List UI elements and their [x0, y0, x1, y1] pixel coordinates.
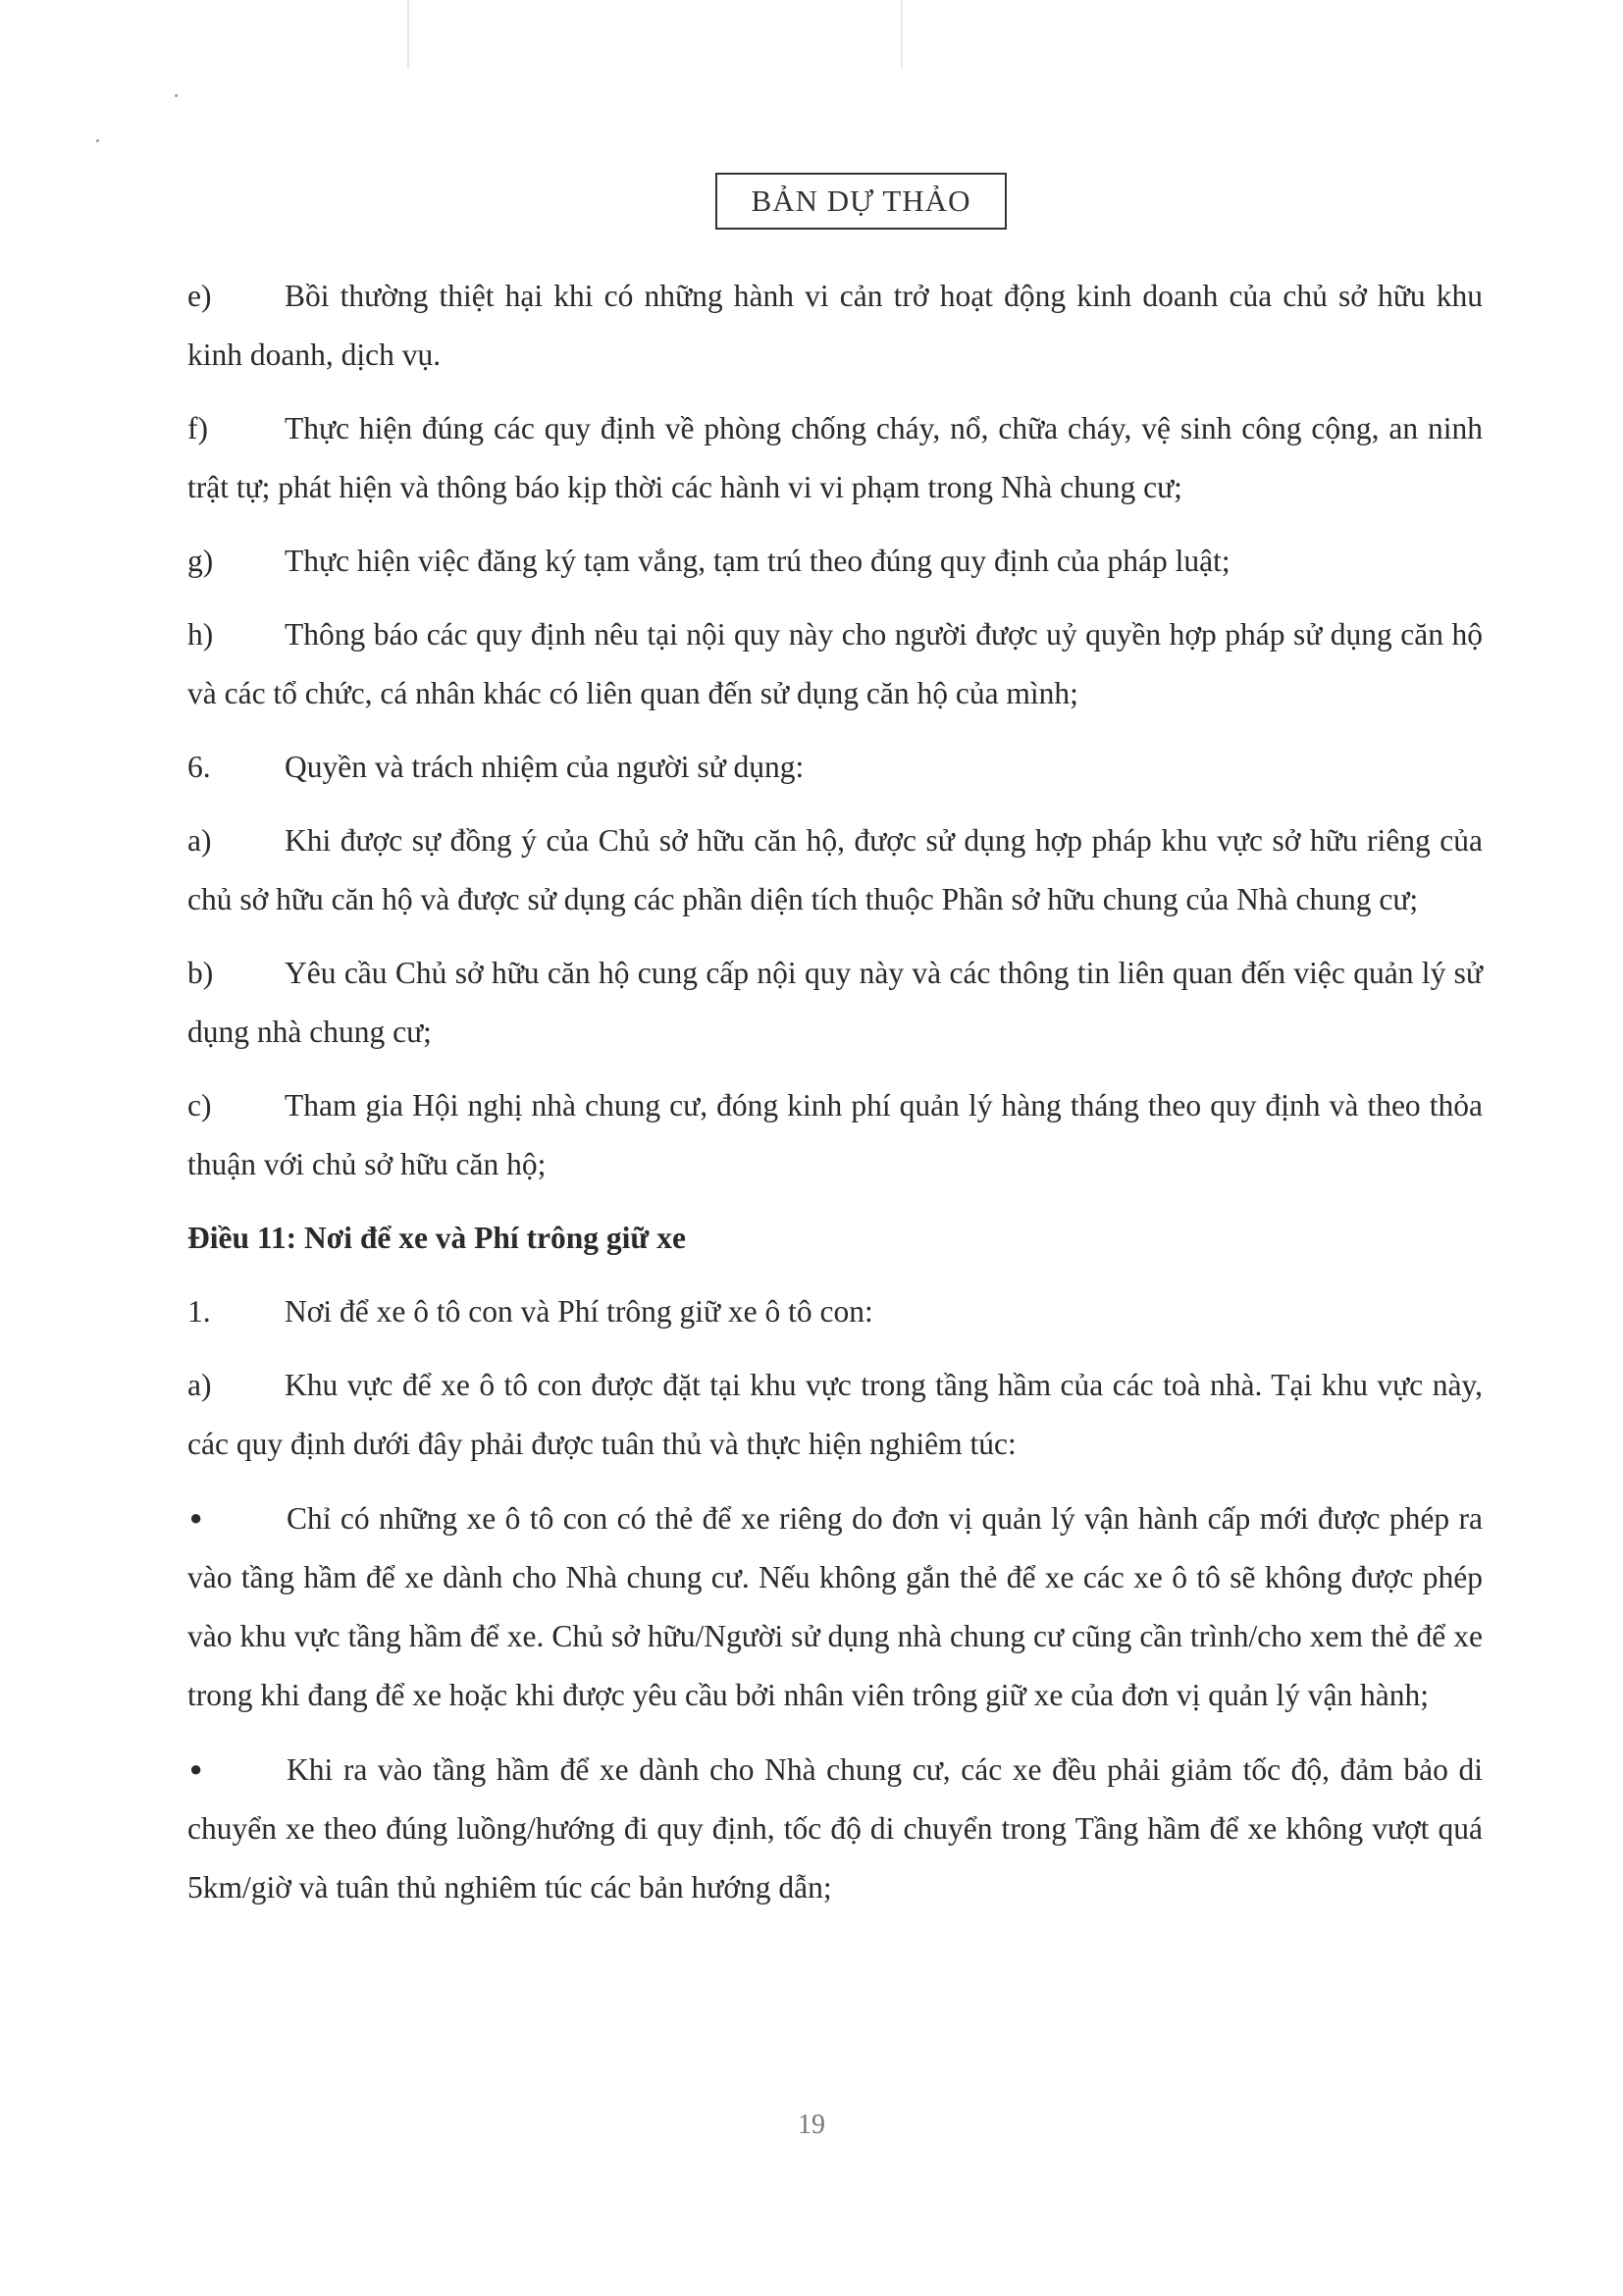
- paragraph-text: Khu vực để xe ô tô con được đặt tại khu vực trong tầng hầm của các toà nhà. Tại khu vực này, các quy định dưới đây phải được tuân thủ và thực hiện nghiêm túc:: [187, 1368, 1483, 1461]
- paragraph-label: 6.: [187, 750, 211, 784]
- paragraph-c: [187, 1076, 1483, 1194]
- bullet-text: Khi ra vào tầng hầm để xe dành cho Nhà chung cư, các xe đều phải giảm tốc độ, đảm bảo di chuyển xe theo đúng luồng/hướng đi quy định, tốc độ di chuyển trong Tầng hầm để xe không vượt quá 5km/giờ và tuân thủ nghiêm túc các bản hướng dẫn;: [187, 1752, 1483, 1905]
- paragraph-label: 1.: [187, 1294, 211, 1329]
- bullet-item: [187, 1488, 1483, 1725]
- paragraph-text: Thực hiện đúng các quy định về phòng chống cháy, nổ, chữa cháy, vệ sinh công cộng, an ninh trật tự; phát hiện và thông báo kịp thời các hành vi vi phạm trong Nhà chung cư;: [187, 411, 1483, 504]
- bullet-item: [187, 1740, 1483, 1917]
- paragraph-f: [187, 399, 1483, 517]
- paragraph-label: a): [187, 823, 212, 858]
- paragraph-e: [187, 267, 1483, 385]
- paragraph-text: Khi được sự đồng ý của Chủ sở hữu căn hộ, được sử dụng hợp pháp khu vực sở hữu riêng của chủ sở hữu căn hộ và được sử dụng các phần diện tích thuộc Phần sở hữu chung của Nhà chung cư;: [187, 823, 1483, 916]
- paragraph-g: [187, 532, 1483, 591]
- scan-mark: [407, 0, 409, 69]
- document-body: [187, 267, 1483, 1932]
- paragraph-h: [187, 605, 1483, 723]
- paragraph-label: c): [187, 1088, 212, 1122]
- paragraph-label: f): [187, 411, 208, 445]
- paragraph-text: Tham gia Hội nghị nhà chung cư, đóng kinh phí quản lý hàng tháng theo quy định và theo thỏa thuận với chủ sở hữu căn hộ;: [187, 1088, 1483, 1181]
- page-number: 19: [798, 2110, 825, 2140]
- paragraph-label: g): [187, 544, 214, 578]
- paragraph-label: e): [187, 279, 212, 313]
- article-heading: Điều 11: Nơi để xe và Phí trông giữ xe: [187, 1221, 686, 1255]
- paragraph-b: [187, 944, 1483, 1062]
- paragraph-label: h): [187, 617, 214, 652]
- bullet-icon: ●: [189, 1505, 203, 1530]
- bullet-text: Chỉ có những xe ô tô con có thẻ để xe riêng do đơn vị quản lý vận hành cấp mới được phép ra vào tầng hầm để xe dành cho Nhà chung cư. Nếu không gắn thẻ để xe các xe ô tô sẽ không được phép vào khu vực tầng hầm để xe. Chủ sở hữu/Người sử dụng nhà chung cư cũng cần trình/cho xem thẻ để xe trong khi đang để xe hoặc khi được yêu cầu bởi nhân viên trông giữ xe của đơn vị quản lý vận hành;: [187, 1501, 1483, 1712]
- paragraph-a: [187, 811, 1483, 929]
- paragraph-text: Bồi thường thiệt hại khi có những hành vi cản trở hoạt động kinh doanh của chủ sở hữu khu kinh doanh, dịch vụ.: [187, 279, 1483, 372]
- paragraph-text: Thực hiện việc đăng ký tạm vắng, tạm trú theo đúng quy định của pháp luật;: [285, 544, 1230, 578]
- paragraph-label: b): [187, 956, 214, 990]
- paragraph-text: Thông báo các quy định nêu tại nội quy này cho người được uỷ quyền hợp pháp sử dụng căn hộ và các tổ chức, cá nhân khác có liên quan đến sử dụng căn hộ của mình;: [187, 617, 1483, 710]
- paragraph-text: Quyền và trách nhiệm của người sử dụng:: [285, 750, 805, 784]
- paragraph-6: [187, 738, 1483, 797]
- scan-speck: [175, 94, 178, 97]
- paragraph-text: Yêu cầu Chủ sở hữu căn hộ cung cấp nội quy này và các thông tin liên quan đến việc quản lý sử dụng nhà chung cư;: [187, 956, 1483, 1049]
- scan-speck: [96, 139, 99, 142]
- draft-stamp: BẢN DỰ THẢO: [715, 173, 1007, 230]
- bullet-icon: ●: [189, 1756, 203, 1781]
- paragraph-1: [187, 1282, 1483, 1341]
- paragraph-label: a): [187, 1368, 212, 1402]
- scan-mark: [901, 0, 903, 69]
- paragraph-text: Nơi để xe ô tô con và Phí trông giữ xe ô tô con:: [285, 1294, 873, 1329]
- paragraph-a2: [187, 1356, 1483, 1474]
